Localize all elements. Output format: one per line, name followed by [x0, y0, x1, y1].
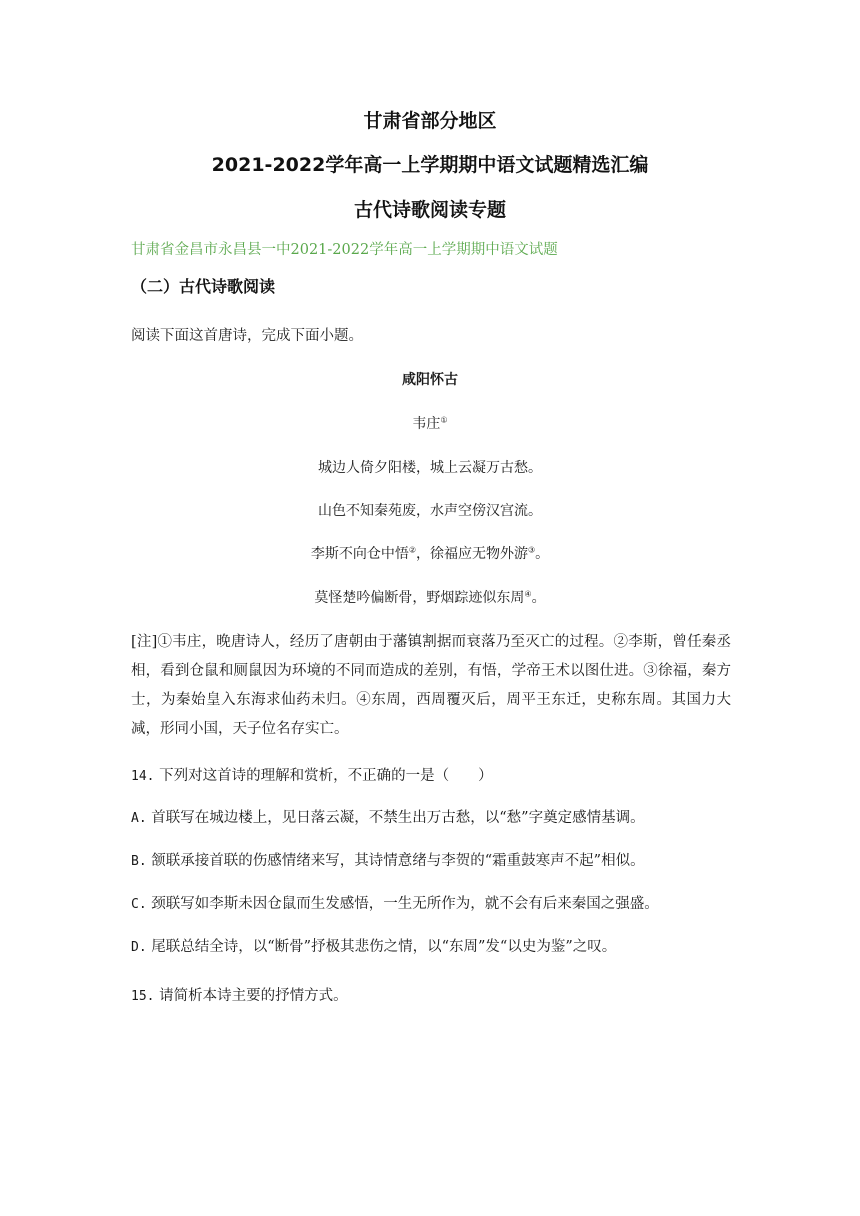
poem-line-3-part-c: 。	[535, 546, 550, 562]
footnote-mark-1: ①	[440, 415, 448, 425]
poem-line-3-part-b: ，徐福应无物外游	[416, 546, 528, 562]
poem-line-3-part-a: 李斯不向仓中悟	[310, 546, 409, 562]
footnote-mark-3: ③	[528, 545, 536, 555]
question-14-number: 14.	[131, 769, 155, 784]
doc-title-topic: 古代诗歌阅读专题	[353, 199, 506, 221]
question-15-number: 15.	[131, 989, 155, 1004]
poem-author-name: 韦庄	[412, 416, 441, 432]
option-c	[131, 892, 741, 913]
option-c-text: 颈联写如李斯未因仓鼠而生发感悟，一生无所作为，就不会有后来秦国之强盛。	[151, 896, 659, 912]
option-b-label: B.	[131, 854, 147, 869]
option-d-text: 尾联总结全诗，以“断骨”抒极其悲伤之情，以“东周”发“以史为鉴”之叹。	[151, 939, 617, 955]
poem-line-4-part-a: 莫怪楚吟偏断骨，野烟踪迹似东周	[314, 590, 525, 606]
source-link[interactable]: 甘肃省金昌市永昌县一中2021-2022学年高一上学期期中语文试题	[131, 242, 558, 258]
footnote-mark-4: ④	[524, 589, 532, 599]
option-d-label: D.	[131, 940, 147, 955]
doc-title-region: 甘肃省部分地区	[363, 110, 497, 132]
option-b-text: 颔联承接首联的伤感情绪来写，其诗情意绪与李贺的“霜重鼓寒声不起”相似。	[151, 853, 645, 869]
question-14-stem: 下列对这首诗的理解和赏析，不正确的一是（ ）	[159, 768, 493, 784]
question-14	[131, 764, 741, 785]
footnote-mark-2: ②	[408, 545, 416, 555]
poem-line-1: 城边人倚夕阳楼，城上云凝万古愁。	[318, 460, 542, 476]
question-15-stem: 请简析本诗主要的抒情方式。	[159, 988, 348, 1004]
section-heading: （二）古代诗歌阅读	[131, 277, 276, 296]
option-c-label: C.	[131, 897, 147, 912]
instructions: 阅读下面这首唐诗，完成下面小题。	[131, 328, 363, 344]
poem-line-3	[0, 543, 860, 563]
option-a-text: 首联写在城边楼上，见日落云凝，不禁生出万古愁，以“愁”字奠定感情基调。	[151, 810, 645, 826]
poem-title: 咸阳怀古	[402, 372, 458, 388]
poem-line-2: 山色不知秦苑废，水声空傍汉宫流。	[318, 503, 542, 519]
poem-line-4	[0, 587, 860, 607]
poem-line-4-part-b: 。	[531, 590, 546, 606]
option-a-label: A.	[131, 811, 147, 826]
poem-author	[0, 413, 860, 433]
option-d	[131, 935, 741, 956]
question-15	[131, 984, 741, 1005]
poem-notes: [注]①韦庄，晚唐诗人，经历了唐朝由于藩镇割据而衰落乃至灭亡的过程。②李斯，曾任秦丞相，看到仓鼠和厕鼠因为环境的不同而造成的差别，有悟，学帝王术以图仕进。③徐福，秦方士，为秦始皇入东海求仙药未归。④东周，西周覆灭后，周平王东迁，史称东周。其国力大减，形同小国，天子位名存实亡。	[131, 634, 731, 737]
option-a	[131, 806, 741, 827]
option-b	[131, 849, 741, 870]
doc-title-exam: 2021-2022学年高一上学期期中语文试题精选汇编	[211, 154, 649, 176]
